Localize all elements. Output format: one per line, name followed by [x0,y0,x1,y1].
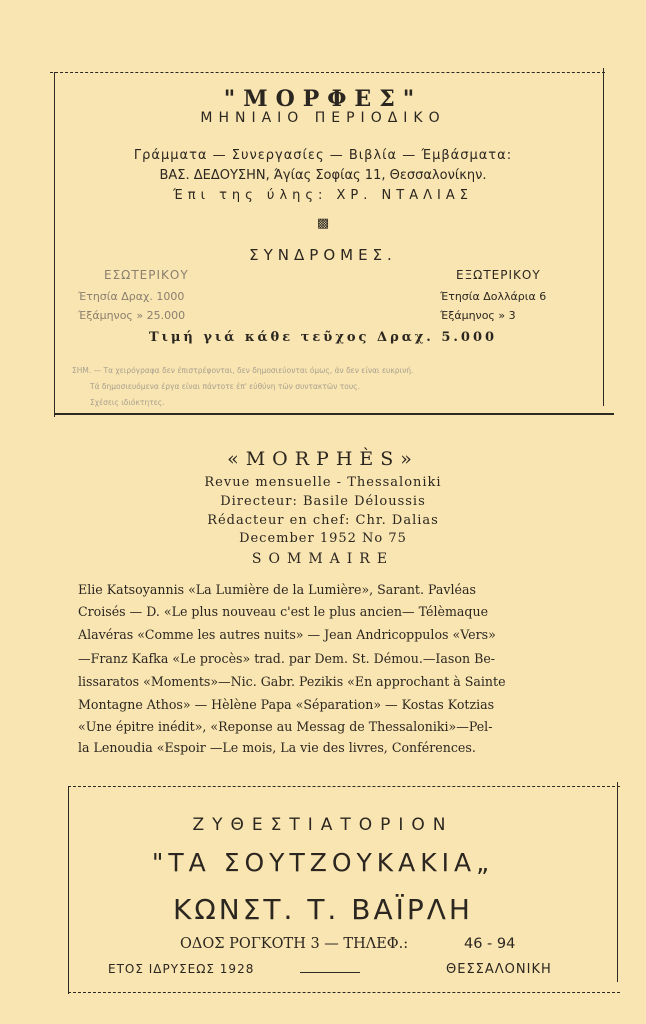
french-issue-date: December 1952 No 75 [239,531,407,546]
abroad-annual: Έτησία Δολλάρια 6 [440,290,547,303]
abroad-semiannual: Έξάμηνος » 3 [440,309,516,322]
french-subtitle: Revue mensuelle - Thessaloniki [204,475,442,490]
ad-business-type: ΖΥΘΕΣΤΙΑΤΟΡΙΟΝ [192,815,454,835]
contents-line: Croisés — D. «Le plus nouveau c'est le plus ancien— Télèmaque [78,604,489,619]
ad-founded-year: ΕΤΟΣ ΙΔΡΥΣΕΩΣ 1928 [108,962,255,976]
contents-line: la Lenoudia «Espoir —Le mois, La vie des livres, Conférences. [78,740,476,755]
domestic-annual: Έτησία Δραχ. 1000 [78,290,185,303]
masthead-line-correspondence: Γράμματα — Συνεργασίες — Βιβλία — Έμβάσματα: [133,148,513,163]
contents-line: «Une épitre inédit», «Reponse au Messag de Thessaloniki»—Pel- [78,719,493,734]
contents-line: lissaratos «Moments»—Nic. Gabr. Pezikis «En approchant à Sainte [78,674,506,689]
domestic-heading: ΕΣΩΤΕΡΙΚΟΥ [104,268,189,282]
issue-price: Τιμή γιά κάθε τεῦχος Δραχ. 5.000 [148,330,498,345]
sommaire-heading: SOMMAIRE [251,551,395,567]
ad-phone-number: 46 - 94 [464,936,516,952]
contents-line: Alavéras «Comme les autres nuits» — Jean Andricoppulos «Vers» [78,627,496,642]
ad-divider [300,972,360,973]
footnote-line-2: Τά δημοσιευόμενα έργα είναι πάντοτε έπ' εὐθύνη τῶν συντακτῶν τους. [90,382,360,391]
contents-line: —Franz Kafka «Le procès» trad. par Dem. St. Démou.—Iason Be- [78,651,496,666]
ad-restaurant-name: "ΤΑ ΣΟΥΤΖΟΥΚΑΚΙΑ„ [151,848,495,877]
ad-frame-right-rule [617,782,618,982]
contents-line: Montagne Athos» — Hèlène Papa «Séparation» — Kostas Kotzias [78,697,495,712]
subscriptions-heading: ΣΥΝΔΡΟΜΕΣ. [249,246,397,264]
domestic-semiannual: Έξάμηνος » 25.000 [78,309,186,322]
masthead-line-address: ΒΑΣ. ΔΕΔΟΥΣΗΝ, Άγίας Σοφίας 11, Θεσσαλονίκην. [159,168,487,183]
ornament-icon: ▩ [316,216,330,231]
ad-frame-bottom-rule [68,992,620,993]
masthead-title: "ΜΟΡΦΕΣ" [223,86,423,112]
contents-line: Elie Katsoyannis «La Lumière de la Lumière», Sarant. Pavléas [78,582,476,597]
ad-owner-name: ΚΩΝΣΤ. Τ. ΒΑΪΡΛΗ [173,893,473,926]
masthead-line-editor: Έπι της ύλης: ΧΡ. ΝΤΑΛΙΑΣ [173,188,473,203]
french-title: «MORPHÈS» [227,448,419,470]
footnote-line-1: ΣΗΜ. — Τα χειρόγραφα δεν έπιστρέφονται, δεν δημοσιεύονται όμως, άν δεν είναι ευκρινή. [72,366,414,375]
ad-address-phone: ΟΔΟΣ ΡΟΓΚΟΤΗ 3 — ΤΗΛΕΦ.: [180,936,409,952]
footnote-line-3: Σχέσεις ιδιόκτητες. [90,398,165,407]
frame-bottom-rule [54,413,614,415]
masthead-subtitle: ΜΗΝΙΑΙΟ ΠΕΡΙΟΔΙΚΟ [200,110,446,126]
french-editor: Rédacteur en chef: Chr. Dalias [207,513,439,528]
frame-top-rule [50,72,605,73]
french-director: Directeur: Basile Déloussis [220,494,426,509]
ad-frame-top-rule [68,786,620,787]
abroad-heading: ΕΞΩΤΕΡΙΚΟΥ [456,268,541,282]
ad-city: ΘΕΣΣΑΛΟΝΙΚΗ [446,962,552,977]
